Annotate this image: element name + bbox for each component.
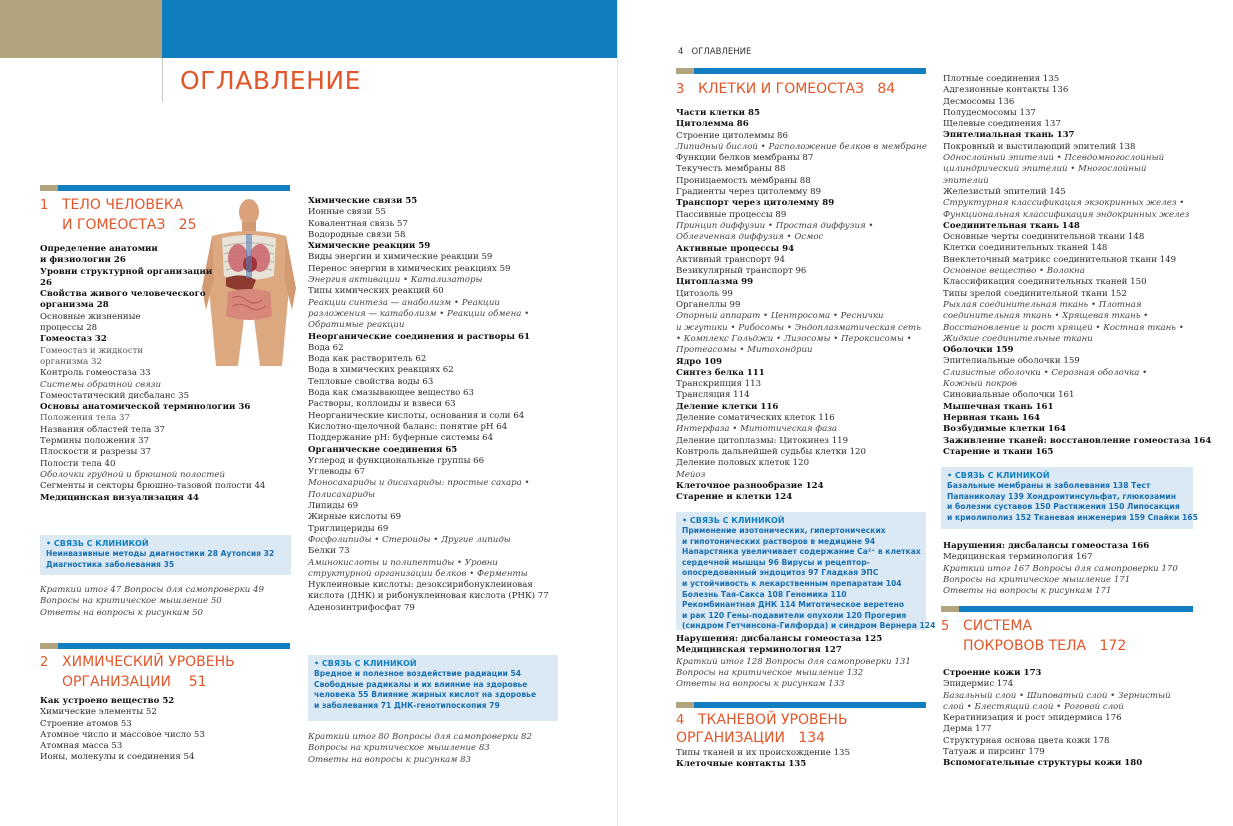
toc-entry: Реакции синтеза — анаболизм • Реакции bbox=[308, 297, 500, 308]
toc-entry: Основное вещество • Волокна bbox=[943, 266, 1085, 277]
toc-entry: Деление половых клеток 120 bbox=[676, 458, 810, 469]
toc-entry: Медицинская терминология 127 bbox=[676, 645, 842, 656]
toc-entry: Кислотно-щелочной баланс: понятие pH 64 bbox=[308, 421, 508, 432]
chapter-1-toc bbox=[40, 244, 265, 504]
toc-entry: Названия областей тела 37 bbox=[40, 424, 166, 435]
toc-entry: Кожный покров bbox=[943, 379, 1018, 390]
chapter-2-toc-continued bbox=[308, 196, 549, 614]
chapter-page: 84 bbox=[877, 81, 896, 97]
toc-entry: организма 28 bbox=[40, 300, 109, 311]
toc-entry: Вода как смазывающее вещество 63 bbox=[308, 388, 474, 399]
toc-entry: Гомеостаз и жидкости bbox=[40, 345, 144, 356]
clinic-link: Рекомбинантная ДНК 114 Митотическое веретено bbox=[682, 600, 905, 610]
clinic-link: и устойчивость к лекарственным препаратам 104 bbox=[682, 578, 902, 588]
toc-entry: Клетки соединительных тканей 148 bbox=[943, 243, 1108, 254]
toc-entry: Нуклеиновые кислоты: дезоксирибонуклеиновая bbox=[308, 580, 533, 591]
toc-entry: Однослойный эпителий • Псевдомногослойный bbox=[943, 153, 1165, 164]
toc-entry: Части клетки 85 bbox=[676, 108, 760, 118]
chapter-number: 2 bbox=[40, 655, 49, 670]
toc-entry: Адгезионные контакты 136 bbox=[943, 85, 1069, 96]
toc-entry: Краткий итог 167 Вопросы для самопроверки 170 bbox=[943, 563, 1178, 574]
chapter-1-bar bbox=[40, 185, 290, 191]
toc-entry: Ядро 109 bbox=[676, 356, 722, 367]
toc-entry: Старение и клетки 124 bbox=[676, 492, 793, 503]
toc-entry: Обратимые реакции bbox=[308, 320, 405, 331]
chapter-title-line2: ОРГАНИЗАЦИИ bbox=[676, 730, 785, 746]
toc-entry: Типы тканей и их происхождение 135 bbox=[676, 748, 850, 758]
toc-entry: Мейоз bbox=[676, 469, 706, 480]
toc-entry: Оболочки грудной и брюшной полостей bbox=[40, 469, 225, 480]
chapter-title-line2: И ГОМЕОСТАЗ bbox=[62, 217, 166, 233]
toc-entry: Химические реакции 59 bbox=[308, 241, 431, 252]
toc-entry: Оболочки 159 bbox=[943, 345, 1014, 356]
toc-entry: Структурная основа цвета кожи 178 bbox=[943, 735, 1110, 746]
summary-entry: Вопросы на критическое мышление 50 bbox=[40, 596, 222, 607]
summary-entry: Ответы на вопросы к рисункам 50 bbox=[40, 607, 204, 618]
clinic-link: и гипотонических растворов в медицине 94 bbox=[682, 536, 876, 546]
toc-entry: Вспомогательные структуры кожи 180 bbox=[943, 758, 1143, 769]
toc-entry: организма 32 bbox=[40, 356, 102, 367]
toc-entry: Слизистые оболочки • Серозная оболочка • bbox=[943, 367, 1148, 378]
toc-entry: Основные жизненные bbox=[40, 311, 141, 322]
toc-entry: Типы химических реакций 60 bbox=[308, 286, 444, 297]
toc-entry: Краткий итог 128 Вопросы для самопроверки 131 bbox=[676, 656, 911, 667]
toc-entry: Цитолемма 86 bbox=[676, 119, 749, 130]
toc-entry: кислота (ДНК) и рибонуклеиновая кислота (РНК) 77 bbox=[308, 591, 549, 602]
chapter-4-toc bbox=[676, 748, 850, 771]
toc-entry: Принцип диффузии • Простая диффузия • bbox=[676, 220, 874, 231]
toc-entry: Покровный и выстилающий эпителий 138 bbox=[943, 141, 1136, 152]
chapter-4-summary bbox=[943, 541, 1178, 597]
clinic-box-3 bbox=[676, 512, 936, 631]
toc-entry: Поддержание pH: буферные системы 64 bbox=[308, 433, 494, 444]
toc-entry: Базальный слой • Шиповатый слой • Зернистый bbox=[943, 690, 1171, 701]
chapter-number: 4 bbox=[676, 713, 685, 728]
clinic-link: человека 55 Влияние жирных кислот на здоровье bbox=[314, 690, 537, 700]
toc-entry: Железистый эпителий 145 bbox=[943, 186, 1066, 197]
toc-entry: Атомная масса 53 bbox=[40, 741, 123, 752]
toc-entry: Как устроено вещество 52 bbox=[40, 696, 175, 706]
toc-entry: цилиндрический эпителий • Многослойный bbox=[943, 164, 1147, 175]
chapter-5-toc bbox=[943, 668, 1171, 770]
chapter-2-heading bbox=[40, 652, 235, 673]
running-title: ОГЛАВЛЕНИЕ bbox=[691, 47, 752, 57]
chapter-page: 51 bbox=[188, 674, 207, 690]
chapter-1-summary bbox=[40, 585, 264, 619]
clinic-link: Неинвазивные методы диагностики 28 Аутопсия 32 bbox=[46, 549, 275, 558]
toc-entry: Химические связи 55 bbox=[308, 196, 418, 206]
toc-entry: Дерма 177 bbox=[943, 724, 992, 735]
toc-entry: соединительная ткань • Хрящевая ткань • bbox=[943, 311, 1149, 322]
toc-entry: Эпителиальная ткань 137 bbox=[943, 130, 1075, 141]
toc-entry: Активные процессы 94 bbox=[676, 243, 795, 254]
toc-entry: Полудесмосомы 137 bbox=[943, 107, 1036, 118]
toc-entry: Нарушения: дисбалансы гомеостаза 125 bbox=[676, 634, 883, 644]
toc-entry: Строение цитолеммы 86 bbox=[676, 130, 788, 141]
chapter-title-line1: СИСТЕМА bbox=[963, 618, 1033, 634]
toc-entry: Текучесть мембраны 88 bbox=[676, 164, 786, 175]
toc-entry: Функциональная классификация эндокринных желез bbox=[943, 209, 1190, 220]
toc-entry: Контроль дальнейшей судьбы клетки 120 bbox=[676, 446, 866, 457]
toc-entry: Уровни структурной организации bbox=[40, 266, 213, 277]
chapter-1-heading-line2 bbox=[62, 215, 197, 235]
toc-entry: Структурная классификация экзокринных желез • bbox=[943, 198, 1185, 209]
chapter-2-toc bbox=[40, 696, 205, 764]
toc-entry: Возбудимые клетки 164 bbox=[943, 424, 1066, 435]
toc-entry: Медицинская терминология 167 bbox=[943, 552, 1093, 563]
toc-entry: Ковалентная связь 57 bbox=[308, 218, 408, 229]
toc-entry: Цитоплазма 99 bbox=[676, 277, 754, 288]
chapter-4-heading-line2 bbox=[676, 728, 825, 748]
toc-entry: Интерфаза • Митотическая фаза bbox=[676, 424, 838, 435]
toc-entry: Полости тела 40 bbox=[40, 458, 116, 469]
toc-entry: Вода 62 bbox=[308, 342, 344, 353]
clinic-link: и болезни суставов 150 Растяжения 150 Липосакция bbox=[947, 502, 1180, 512]
toc-entry: Вода как растворитель 62 bbox=[308, 354, 427, 365]
toc-entry: Строение атомов 53 bbox=[40, 718, 132, 729]
chapter-title-line1: ТКАНЕВОЙ УРОВЕНЬ bbox=[698, 712, 848, 728]
clinic-link: и криолиполиз 152 Тканевая инженерия 159 Спайки 165 bbox=[947, 512, 1198, 522]
summary-entry: Краткий итог 80 Вопросы для самопроверки 82 bbox=[308, 732, 532, 742]
toc-entry: 26 bbox=[40, 277, 52, 288]
clinic-heading: • СВЯЗЬ С КЛИНИКОЙ bbox=[947, 471, 1050, 480]
clinic-link: Применение изотонических, гипертонических bbox=[682, 526, 886, 535]
chapter-number: 5 bbox=[941, 619, 950, 634]
toc-entry: Вода в химических реакциях 62 bbox=[308, 365, 454, 376]
toc-entry: Тепловые свойства воды 63 bbox=[308, 376, 434, 387]
toc-entry: Татуаж и пирсинг 179 bbox=[943, 747, 1045, 758]
toc-entry: Растворы, коллоиды и взвеси 63 bbox=[308, 399, 456, 410]
chapter-3-summary bbox=[676, 634, 911, 690]
toc-entry: и жгутики • Рибосомы • Эндоплазматическая сеть bbox=[676, 322, 921, 333]
toc-entry: Перенос энергии в химических реакциях 59 bbox=[308, 263, 511, 274]
toc-entry: Протеасомы • Митохондрии bbox=[676, 345, 813, 356]
clinic-link: Напарстянка увеличивает содержание Ca²⁺ в клетках bbox=[682, 547, 921, 557]
clinic-link: и заболевания 71 ДНК-генотипоскопия 79 bbox=[314, 700, 500, 710]
toc-entry: Энергия активации • Катализаторы bbox=[308, 275, 483, 286]
chapter-3-heading bbox=[676, 79, 895, 100]
summary-entry: Ответы на вопросы к рисункам 83 bbox=[308, 754, 472, 765]
toc-entry: Контроль гомеостаза 33 bbox=[40, 368, 151, 379]
chapter-title-line2: ПОКРОВОВ ТЕЛА bbox=[963, 638, 1087, 654]
chapter-title-line1: ТЕЛО ЧЕЛОВЕКА bbox=[62, 197, 184, 213]
chapter-title-line1: ХИМИЧЕСКИЙ УРОВЕНЬ bbox=[62, 654, 235, 670]
toc-entry: Свойства живого человеческого bbox=[40, 289, 206, 300]
toc-entry: Ионные связи 55 bbox=[308, 207, 386, 218]
title-divider bbox=[162, 58, 163, 102]
toc-entry: Клеточные контакты 135 bbox=[676, 759, 807, 770]
chapter-1-heading bbox=[40, 195, 183, 216]
clinic-box-1 bbox=[40, 535, 291, 575]
toc-entry: Плоскости и разрезы 37 bbox=[40, 447, 152, 458]
toc-entry: Водородные связи 58 bbox=[308, 229, 406, 240]
toc-entry: Ответы на вопросы к рисункам 133 bbox=[676, 679, 845, 690]
toc-entry: Облегченная диффузия • Осмос bbox=[676, 232, 824, 243]
toc-entry: Деление клетки 116 bbox=[676, 401, 779, 412]
toc-entry: Основы анатомической терминологии 36 bbox=[40, 402, 251, 413]
header-blue-band bbox=[162, 0, 617, 58]
toc-entry: Липиды 69 bbox=[308, 501, 359, 512]
toc-entry: Старение и ткани 165 bbox=[943, 446, 1054, 457]
chapter-page: 25 bbox=[178, 217, 197, 233]
toc-entry: Вопросы на критическое мышление 132 bbox=[676, 667, 864, 678]
clinic-box-2 bbox=[308, 655, 558, 721]
page-number: 4 bbox=[678, 47, 684, 57]
toc-entry: Заживление тканей: восстановление гомеостаза 164 bbox=[943, 435, 1212, 446]
toc-entry: Аминокислоты и полипептиды • Уровни bbox=[308, 557, 498, 568]
toc-entry: Классификация соединительных тканей 150 bbox=[943, 277, 1147, 288]
chapter-5-heading bbox=[941, 616, 1032, 637]
toc-entry: Органические соединения 65 bbox=[308, 444, 458, 455]
toc-entry: Транскрипция 113 bbox=[676, 379, 762, 390]
chapter-title-line1: КЛЕТКИ И ГОМЕОСТАЗ bbox=[698, 81, 865, 97]
summary-entry: Краткий итог 47 Вопросы для самопроверки 49 bbox=[40, 585, 264, 595]
toc-entry: Полисахариды bbox=[308, 489, 376, 500]
toc-entry: Гомеостаз 32 bbox=[40, 334, 107, 345]
toc-entry: слой • Блестящий слой • Роговой слой bbox=[943, 701, 1124, 712]
toc-entry: Десмосомы 136 bbox=[943, 96, 1015, 107]
clinic-box-4 bbox=[941, 467, 1198, 529]
summary-entry: Вопросы на критическое мышление 83 bbox=[308, 743, 490, 754]
toc-entry: Активный транспорт 94 bbox=[676, 254, 785, 265]
toc-entry: Ответы на вопросы к рисункам 171 bbox=[943, 586, 1112, 597]
toc-entry: Соединительная ткань 148 bbox=[943, 220, 1080, 231]
toc-entry: Определение анатомии bbox=[40, 244, 158, 254]
toc-entry: Основные черты соединительной ткани 148 bbox=[943, 232, 1145, 243]
toc-entry: Синтез белка 111 bbox=[676, 367, 765, 378]
toc-entry: и физиологии 26 bbox=[40, 255, 126, 266]
toc-entry: Жидкие соединительные ткани bbox=[943, 333, 1093, 344]
toc-entry: Углерод и функциональные группы 66 bbox=[308, 455, 485, 466]
right-page bbox=[617, 0, 1233, 826]
chapter-5-heading-line2 bbox=[963, 636, 1126, 656]
chapter-2-heading-line2 bbox=[62, 672, 207, 692]
toc-entry: Строение кожи 173 bbox=[943, 668, 1042, 678]
toc-entry: Плотные соединения 135 bbox=[943, 74, 1060, 84]
clinic-link: Диагностика заболевания 35 bbox=[46, 559, 175, 569]
toc-entry: Триглицериды 69 bbox=[308, 523, 389, 534]
toc-entry: Неорганические кислоты, основания и соли 64 bbox=[308, 410, 525, 421]
toc-entry: Нервная ткань 164 bbox=[943, 412, 1040, 423]
clinic-link: Папаниколау 139 Хондроитинсульфат, глюкозамин bbox=[947, 491, 1176, 501]
toc-entry: Деление соматических клеток 116 bbox=[676, 413, 835, 424]
toc-entry: Химические элементы 52 bbox=[40, 707, 157, 718]
toc-entry: Медицинская визуализация 44 bbox=[40, 492, 199, 503]
toc-entry: Пассивные процессы 89 bbox=[676, 209, 787, 220]
toc-entry: Термины положения 37 bbox=[40, 436, 150, 447]
corner-tan-block bbox=[0, 0, 162, 58]
toc-entry: Градиенты через цитолемму 89 bbox=[676, 187, 822, 198]
clinic-link: Вредное и полезное воздействие радиации 54 bbox=[314, 669, 522, 678]
chapter-number: 3 bbox=[676, 82, 685, 97]
toc-entry: Аденозинтрифосфат 79 bbox=[308, 602, 415, 613]
toc-entry: Моносахариды и дисахариды: простые сахара • bbox=[308, 478, 530, 489]
toc-entry: Проницаемость мембраны 88 bbox=[676, 175, 811, 186]
toc-entry: Атомное число и массовое число 53 bbox=[40, 729, 205, 740]
toc-entry: Органеллы 99 bbox=[676, 300, 741, 311]
toc-entry: Положения тела 37 bbox=[40, 413, 130, 424]
toc-entry: Гомеостатический дисбаланс 35 bbox=[40, 390, 190, 401]
toc-entry: Кератинизация и рост эпидермиса 176 bbox=[943, 713, 1122, 724]
clinic-link: Болезнь Тая-Сакса 108 Геномика 110 bbox=[682, 589, 847, 599]
chapter-3-bar bbox=[676, 68, 926, 74]
toc-entry: Неорганические соединения и растворы 61 bbox=[308, 331, 530, 342]
toc-entry: Щелевые соединения 137 bbox=[943, 119, 1061, 130]
clinic-link: Базальные мембраны и заболевания 138 Тест bbox=[947, 481, 1151, 490]
toc-entry: Белки 73 bbox=[308, 546, 350, 557]
chapter-2-bar bbox=[40, 643, 290, 649]
toc-entry: Нарушения: дисбалансы гомеостаза 166 bbox=[943, 541, 1150, 551]
toc-entry: Эпителиальные оболочки 159 bbox=[943, 356, 1080, 367]
clinic-link: и рак 120 Гены-подавители опухоли 120 Прогерия bbox=[682, 610, 907, 620]
toc-entry: Сегменты и секторы брюшно-тазовой полости 44 bbox=[40, 481, 266, 492]
toc-entry: разложения — катаболизм • Реакции обмена • bbox=[308, 308, 530, 319]
toc-entry: Деление цитоплазмы: Цитокинез 119 bbox=[676, 435, 849, 446]
toc-entry: Восстановление и рост хрящей • Костная ткань • bbox=[943, 322, 1184, 333]
page-title: ОГЛАВЛЕНИЕ bbox=[180, 66, 361, 95]
chapter-5-bar bbox=[941, 606, 1193, 612]
toc-entry: Вопросы на критическое мышление 171 bbox=[943, 574, 1131, 585]
toc-entry: • Комплекс Гольджи • Лизосомы • Пероксисомы • bbox=[676, 333, 912, 344]
toc-entry: Цитозоль 99 bbox=[676, 288, 733, 299]
chapter-page: 134 bbox=[798, 730, 826, 746]
toc-entry: Трансляция 114 bbox=[676, 390, 750, 401]
chapter-page: 172 bbox=[1099, 638, 1127, 654]
toc-entry: Клеточное разнообразие 124 bbox=[676, 480, 824, 491]
chapter-number: 1 bbox=[40, 198, 49, 213]
toc-entry: Синовиальные оболочки 161 bbox=[943, 390, 1075, 401]
chapter-title-line2: ОРГАНИЗАЦИИ bbox=[62, 674, 171, 690]
clinic-link: опосредованный эндоцитоз 97 Гладкая ЭПС bbox=[682, 568, 879, 578]
chapter-4-bar bbox=[676, 702, 926, 708]
clinic-link: (синдром Гетчинсона-Гилфорда) и синдром Вернера 124 bbox=[682, 621, 936, 631]
chapter-3-toc bbox=[676, 108, 927, 503]
toc-entry: Везикулярный транспорт 96 bbox=[676, 266, 807, 277]
toc-entry: эпителий bbox=[943, 175, 989, 186]
toc-entry: Опорный аппарат • Центросома • Реснички bbox=[676, 311, 884, 322]
toc-entry: Эпидермис 174 bbox=[943, 679, 1014, 690]
toc-entry: Внеклеточный матрикс соединительной ткани 149 bbox=[943, 254, 1177, 265]
toc-entry: Виды энергии и химические реакции 59 bbox=[308, 252, 493, 263]
toc-entry: Жирные кислоты 69 bbox=[308, 512, 402, 523]
toc-entry: Липидный бислой • Расположение белков в мембране bbox=[676, 141, 927, 152]
clinic-link: сердечной мышцы 96 Вирусы и рецептор- bbox=[682, 557, 870, 567]
toc-entry: Типы зрелой соединительной ткани 152 bbox=[943, 288, 1127, 299]
running-header bbox=[678, 47, 751, 57]
toc-entry: Фосфолипиды • Стероиды • Другие липиды bbox=[308, 534, 511, 545]
clinic-heading: • СВЯЗЬ С КЛИНИКОЙ bbox=[314, 659, 417, 668]
chapter-2-summary bbox=[308, 732, 532, 766]
clinic-heading: • СВЯЗЬ С КЛИНИКОЙ bbox=[46, 539, 149, 548]
toc-entry: Углеводы 67 bbox=[308, 467, 366, 478]
toc-entry: структурной организации белков • Ферменты bbox=[308, 568, 528, 579]
toc-entry: Функции белков мембраны 87 bbox=[676, 153, 814, 164]
toc-entry: процессы 28 bbox=[40, 323, 98, 334]
toc-entry: Рыхлая соединительная ткань • Плотная bbox=[943, 299, 1142, 310]
chapter-4-toc-continued bbox=[943, 74, 1211, 458]
clinic-link: Свободные радикалы и их влияние на здоровье bbox=[314, 679, 528, 689]
toc-entry: Мышечная ткань 161 bbox=[943, 401, 1054, 412]
clinic-heading: • СВЯЗЬ С КЛИНИКОЙ bbox=[682, 516, 785, 525]
toc-entry: Системы обратной связи bbox=[40, 379, 162, 390]
toc-entry: Ионы, молекулы и соединения 54 bbox=[40, 752, 195, 763]
toc-entry: Транспорт через цитолемму 89 bbox=[676, 198, 835, 209]
